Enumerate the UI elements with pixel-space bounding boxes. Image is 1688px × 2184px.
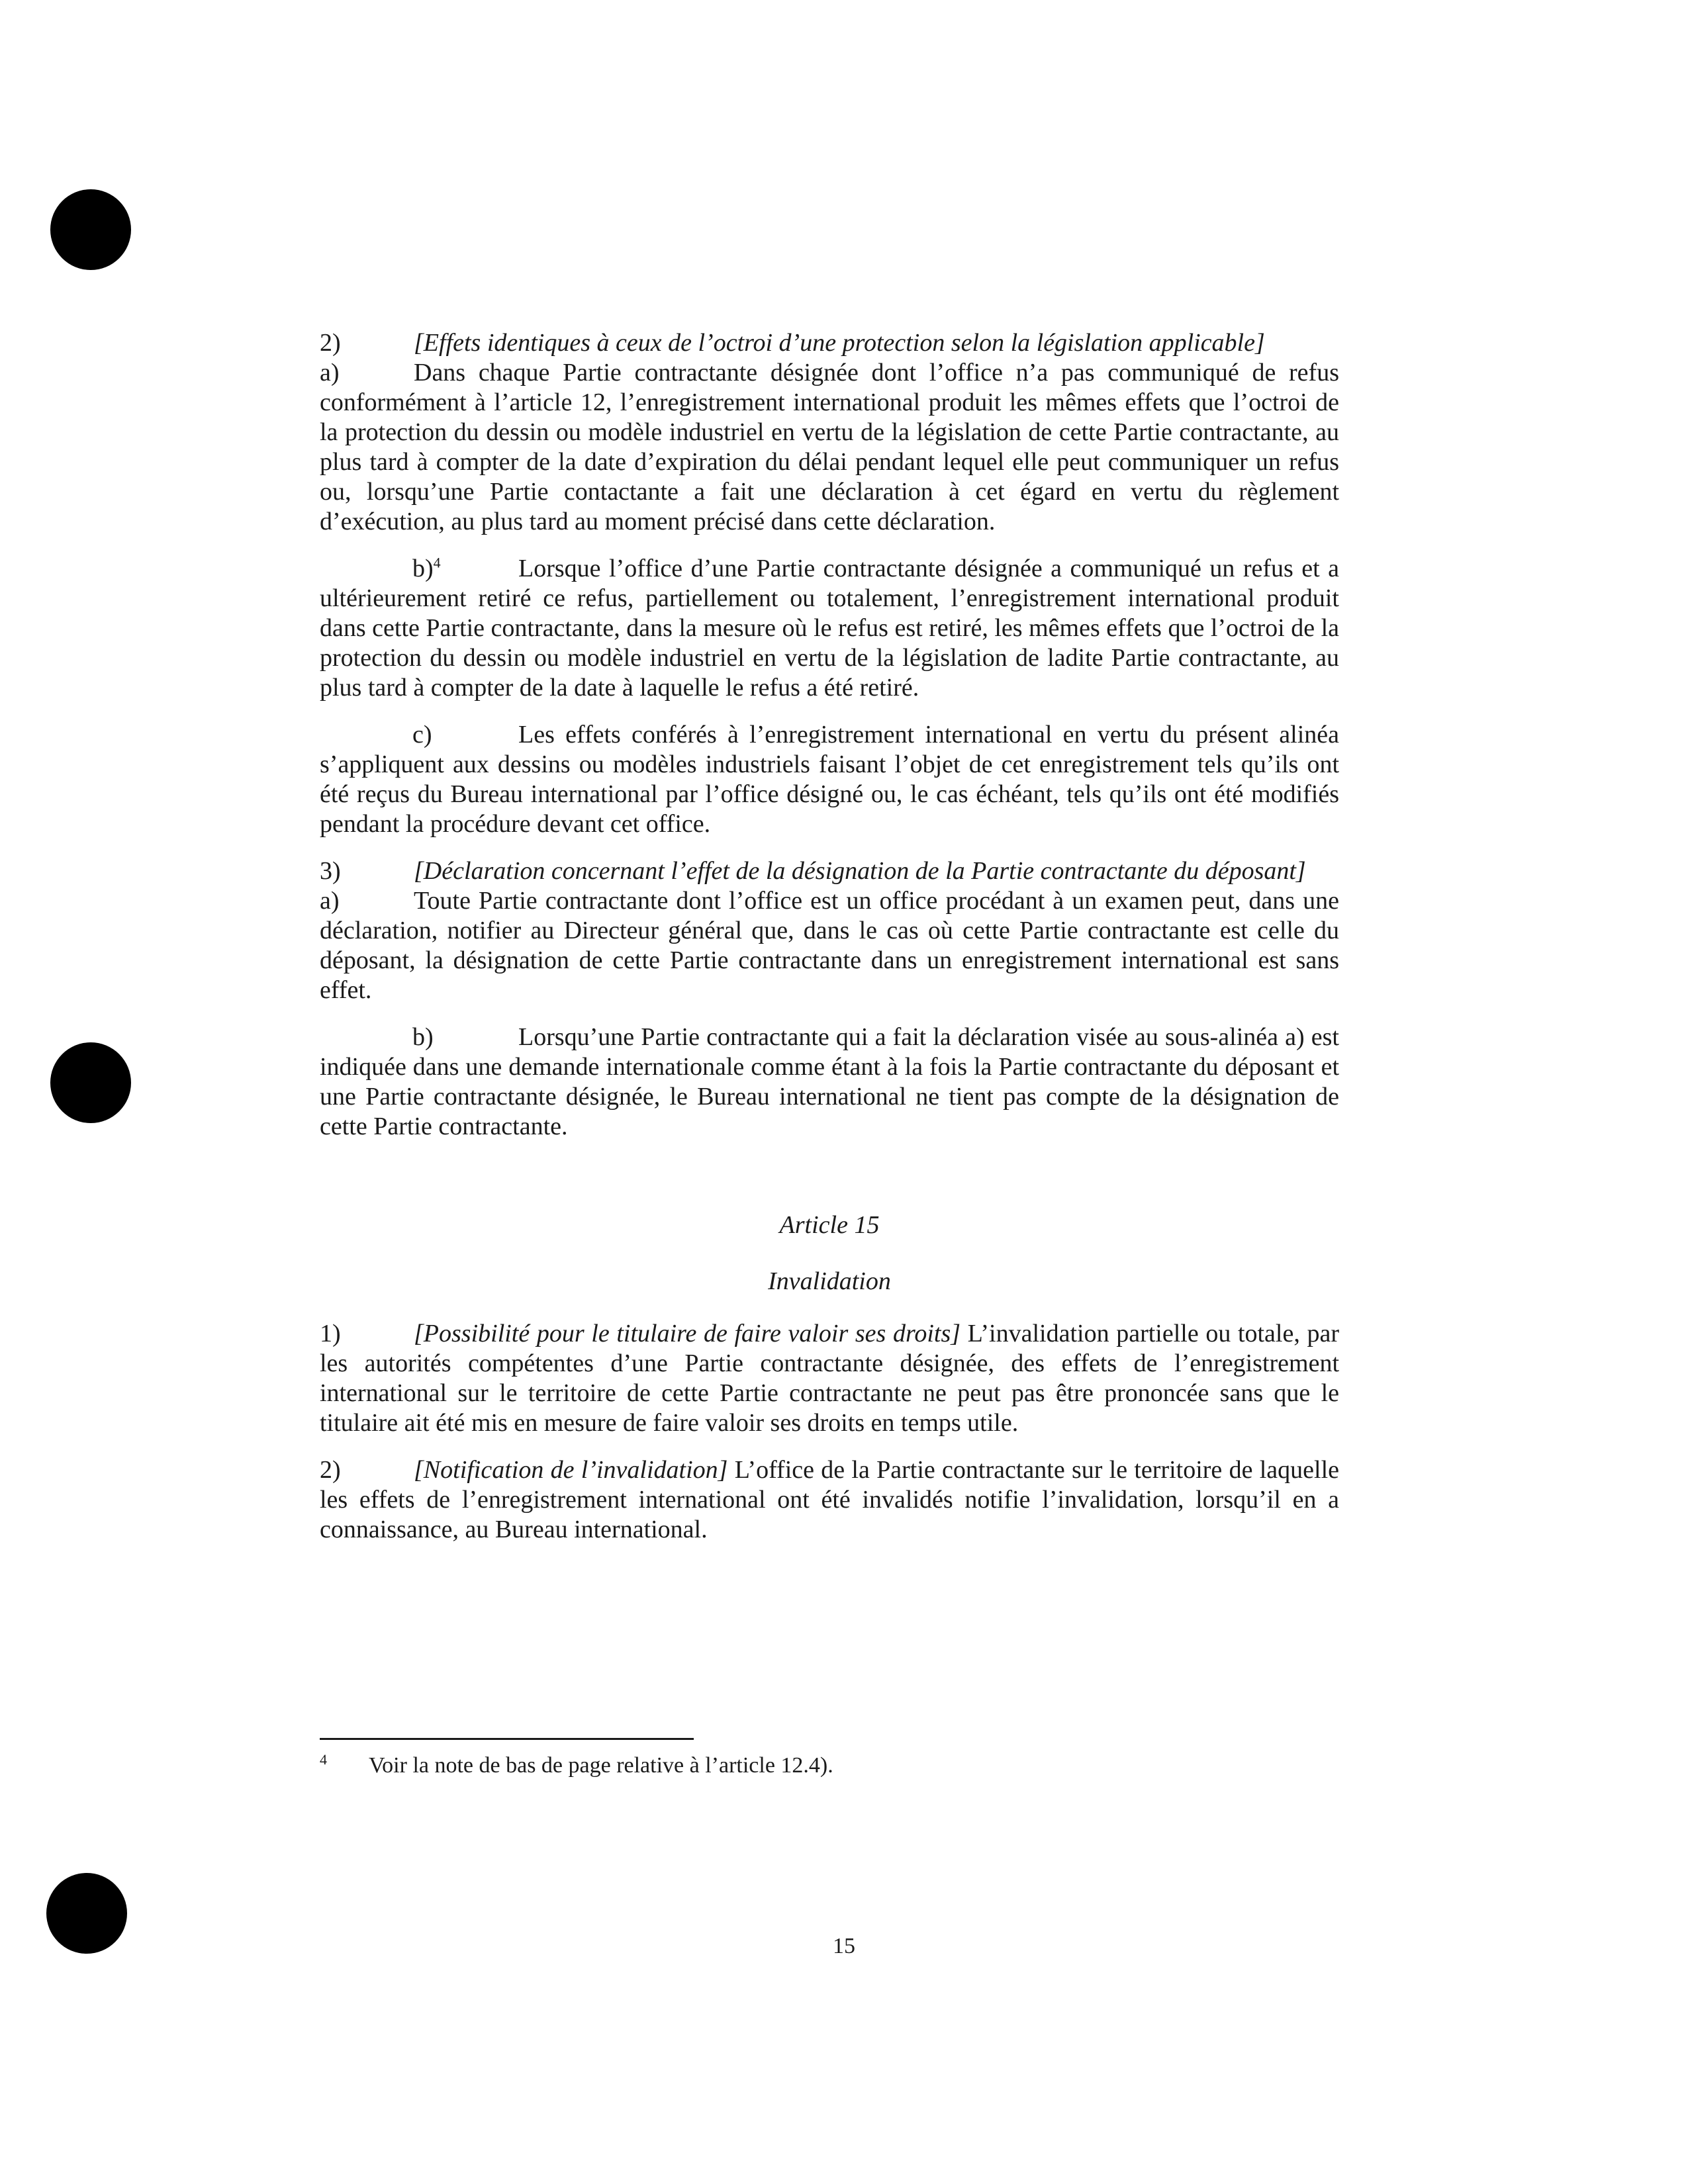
paragraph-number: 1) [320, 1320, 341, 1347]
paragraph-heading: [Notification de l’invalidation] [414, 1456, 728, 1484]
paragraph-text: L’invalidation partielle ou totale, par les autorités compétentes d’une Partie contractante désignée, des effets de l’enregistrement international sur le territoire de cette Partie contractante ne peut pas être prononcée sans que le titulaire ait été mis en mesure de faire valoir ses droits en temps utile. [320, 1320, 1340, 1437]
article-paragraph-1 [320, 1319, 1339, 1438]
binder-hole-top [50, 189, 131, 270]
footnote: 4 Voir la note de bas de page relative à l’article 12.4). [320, 1751, 833, 1778]
sub-paragraph-label: c) [412, 721, 432, 749]
footnote-separator [320, 1738, 694, 1740]
article-subtitle: Invalidation [768, 1267, 891, 1295]
paragraph-heading: [Effets identiques à ceux de l’octroi d’une protection selon la législation applicable] [414, 329, 1265, 357]
sub-paragraph-text: Les effets conférés à l’enregistrement international en vertu du présent alinéa s’appliquent aux dessins ou modèles industriels faisant l’objet de cet enregistrement tels qu’ils ont été reçus du Bureau international par l’office désigné ou, le cas échéant, tels qu’ils ont été modifiés pendant la procédure devant cet office. [320, 721, 1339, 838]
sub-paragraph-label: b) [412, 555, 434, 582]
paragraph-heading: [Déclaration concernant l’effet de la désignation de la Partie contractante du déposant] [414, 857, 1306, 885]
sub-paragraph-label: a) [320, 359, 340, 387]
paragraph-number: 2) [320, 329, 341, 357]
sub-paragraph-text: Lorsque l’office d’une Partie contractante désignée a communiqué un refus et a ultérieurement retiré ce refus, partiellement ou totalement, l’enregistrement international produit dans cette Partie contractante, dans la mesure où le refus est retiré, les mêmes effets que l’octroi de la protection du dessin ou modèle industriel en vertu de la législation de ladite Partie contractante, au plus tard à compter de la date à laquelle le refus a été retiré. [320, 555, 1339, 702]
paragraph-2a [320, 328, 1339, 537]
paragraph-3a [320, 856, 1339, 1005]
article-paragraph-2 [320, 1455, 1339, 1545]
paragraph-number: 3) [320, 857, 341, 885]
paragraph-heading: [Possibilité pour le titulaire de faire valoir ses droits] [414, 1320, 961, 1347]
article-title: Article 15 [779, 1211, 880, 1239]
paragraph-2c [320, 720, 1339, 839]
paragraph-number: 2) [320, 1456, 341, 1484]
page-number: 15 [833, 1934, 855, 1958]
sub-paragraph-text: Lorsqu’une Partie contractante qui a fait la déclaration visée au sous-alinéa a) est indiquée dans une demande internationale comme étant à la fois la Partie contractante du déposant et une Partie contractante désignée, le Bureau international ne tient pas compte de la désignation de cette Partie contractante. [320, 1023, 1339, 1140]
document-body [320, 328, 1339, 1562]
sub-paragraph-text: Toute Partie contractante dont l’office est un office procédant à un examen peut, dans une déclaration, notifier au Directeur général que, dans le cas où cette Partie contractante est celle du déposant, la désignation de cette Partie contractante dans un enregistrement international est sans effet. [320, 887, 1339, 1004]
binder-hole-middle [50, 1042, 131, 1123]
paragraph-text: L’office de la Partie contractante sur le territoire de laquelle les effets de l’enregistrement international ont été invalidés notifie l’invalidation, lorsqu’il en a connaissance, au Bureau international. [320, 1456, 1339, 1543]
sub-paragraph-label: a) [320, 887, 340, 915]
paragraph-2b [320, 554, 1339, 703]
sub-paragraph-text: Dans chaque Partie contractante désignée dont l’office n’a pas communiqué de refus conformément à l’article 12, l’enregistrement international produit les mêmes effets que l’octroi de la protection du dessin ou modèle industriel en vertu de la législation de cette Partie contractante, au plus tard à compter de la date d’expiration du délai pendant lequel elle peut communiquer un refus ou, lorsqu’une Partie contactante a fait une déclaration à cet égard en vertu du règlement d’exécution, au plus tard au moment précisé dans cette déclaration. [320, 359, 1339, 535]
paragraph-3b [320, 1023, 1339, 1142]
footnote-reference[interactable]: 4 [433, 554, 441, 571]
footnote-text: Voir la note de bas de page relative à l’article 12.4). [369, 1753, 833, 1778]
sub-paragraph-label: b) [412, 1023, 434, 1051]
